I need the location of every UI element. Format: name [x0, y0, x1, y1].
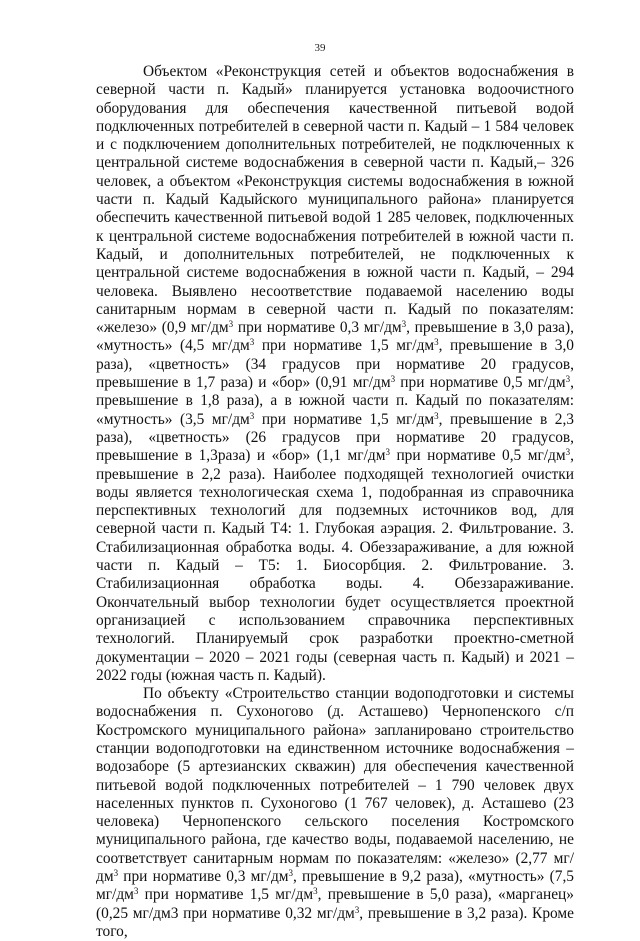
- paragraph: Объектом «Реконструкция сетей и объектов водоснабжения в северной части п. Кадый» планируется установка водоочистного оборудования для обеспечения качественной питьевой водой подключенных потребителей в северной части п. Кадый – 1 584 человек и с подключением дополнительных потребителей, не подключенных к центральной системе водоснабжения в северной части п. Кадый,– 326 человек, а объектом «Реконструкция системы водоснабжения в южной части п. Кадый Кадыйского муниципального района» планируется обеспечить качественной питьевой водой 1 285 человек, подключенных к центральной системе водоснабжения потребителей в южной части п. Кадый, и дополнительных потребителей, не подключенных к центральной системе водоснабжения в южной части п. Кадый, – 294 человека. Выявлено несоответствие подаваемой населению воды санитарным нормам в северной части п. Кадый по показателям: «железо» (0,9 $мг/дм^3$ при нормативе 0,3 $мг/дм^3$, превышение в 3,0 раза), «мутность» (4,5 $мг/дм^3$ при нормативе 1,5 $мг/дм^3$, превышение в 3,0 раза), «цветность» (34 градусов при нормативе 20 градусов, превышение в 1,7 раза) и «бор» (0,91 $мг/дм^3$ при нормативе 0,5 $мг/дм^3$, превышение в 1,8 раза), а в южной части п. Кадый по показателям: «мутность» (3,5 $мг/дм^3$ при нормативе 1,5 $мг/дм^3$, превышение в 2,3 раза), «цветность» (26 градусов при нормативе 20 градусов, превышение в 1,3раза) и «бор» (1,1 $мг/дм^3$ при нормативе 0,5 $мг/дм^3$, превышение в 2,2 раза). Наиболее подходящей технологией очистки воды является технологическая схема 1, подобранная из справочника перспективных технологий для подземных источников вод, для северной части п. Кадый Т4: 1. Глубокая аэрация. 2. Фильтрование. 3. Стабилизационная обработка воды. 4. Обеззараживание, а для южной части п. Кадый – Т5: 1. Биосорбция. 2. Фильтрование. 3. Стабилизационная обработка воды. 4. Обеззараживание. Окончательный выбор технологии будет осуществляется проектной организацией с использованием справочника перспективных технологий. Планируемый срок разработки проектно-сметной документации – 2020 – 2021 годы (северная часть п. Кадый) и 2021 – 2022 годы (южная часть п. Кадый).: [96, 63, 574, 684]
- page-number: 39: [314, 42, 326, 54]
- paragraph: По объекту «Строительство станции водоподготовки и системы водоснабжения п. Сухоногово (д. Асташево) Чернопенского с/п Костромского муниципального района» запланировано строительство станции водоподготовки на единственном источнике водоснабжения – водозаборе (5 артезианских скважин) для обеспечения качественной питьевой водой подключенных потребителей – 1 790 человек двух населенных пунктов п. Сухоногово (1 767 человек), д. Асташево (23 человека) Чернопенского сельского поселения Костромского муниципального района, где качество воды, подаваемой населению, не соответствует санитарным нормам по показателям: «железо» (2,77 $мг/дм^3$ при нормативе 0,3 $мг/дм^3$, превышение в 9,2 раза), «мутность» (7,5 $мг/дм^3$ при нормативе 1,5 $мг/дм^3$, превышение в 5,0 раза), «марганец» (0,25 мг/дм3 при нормативе 0,32 $мг/дм^3$, превышение в 3,2 раза). Кроме того,: [96, 685, 574, 940]
- document-body: [96, 63, 574, 941]
